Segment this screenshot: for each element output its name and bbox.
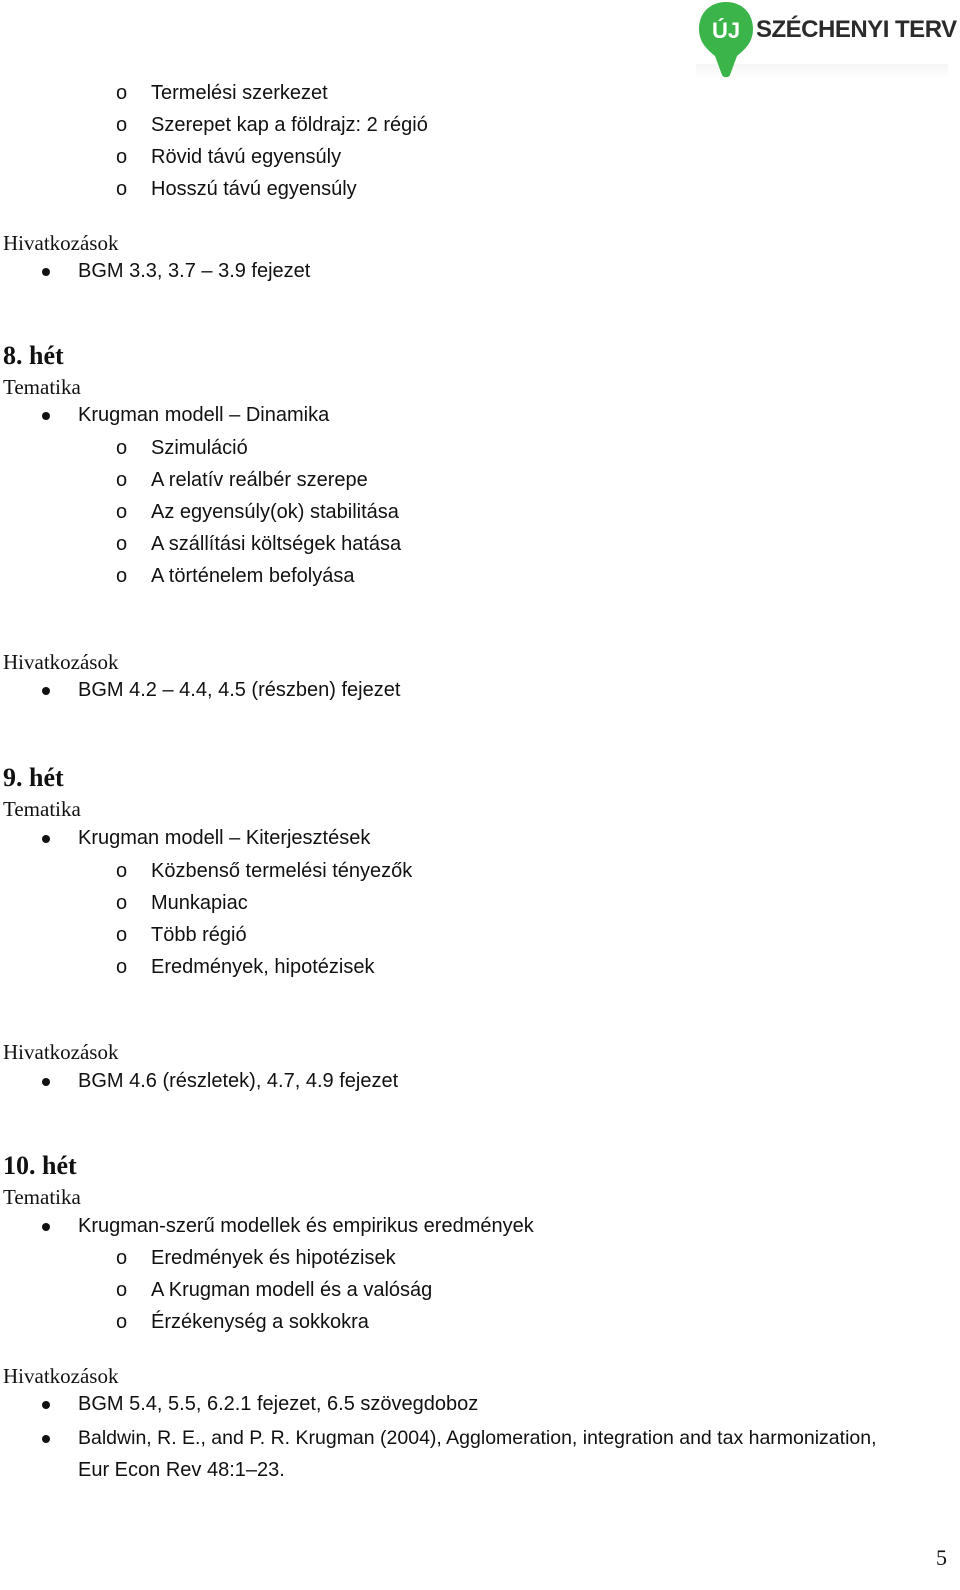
bullet-icon [42, 1078, 50, 1086]
reference-item: BGM 3.3, 3.7 – 3.9 fejezet [78, 260, 311, 282]
topic-main-item: Krugman modell – Dinamika [78, 404, 330, 426]
sub-bullet-marker: o [116, 1279, 128, 1301]
reference-item: Baldwin, R. E., and P. R. Krugman (2004), Agglomeration, integration and tax harmonization, [78, 1427, 877, 1449]
bullet-icon [42, 1435, 50, 1443]
sub-bullet-marker: o [116, 924, 128, 946]
topic-label: Tematika [3, 797, 81, 821]
sub-bullet-marker: o [116, 565, 128, 587]
sub-bullet-marker: o [116, 956, 128, 978]
references-label: Hivatkozások [3, 650, 119, 674]
list-item: Rövid távú egyensúly [151, 146, 342, 168]
uj-szechenyi-terv-logo [694, 0, 957, 84]
topic-sub-item: Szimuláció [151, 437, 248, 459]
reference-item: BGM 4.2 – 4.4, 4.5 (részben) fejezet [78, 679, 401, 701]
bullet-icon [42, 1401, 50, 1409]
references-label: Hivatkozások [3, 1040, 119, 1064]
list-item: Hosszú távú egyensúly [151, 178, 357, 200]
week-heading: 8. hét [3, 341, 64, 370]
sub-bullet-marker: o [116, 533, 128, 555]
sub-bullet-marker: o [116, 178, 128, 200]
topic-sub-item: Eredmények, hipotézisek [151, 956, 375, 978]
sub-bullet-marker: o [116, 114, 128, 136]
topic-label: Tematika [3, 375, 81, 399]
reference-continuation: Eur Econ Rev 48:1–23. [78, 1459, 285, 1481]
list-item: Szerepet kap a földrajz: 2 régió [151, 114, 428, 136]
references-label: Hivatkozások [3, 1364, 119, 1388]
sub-bullet-marker: o [116, 146, 128, 168]
reference-item: BGM 5.4, 5.5, 6.2.1 fejezet, 6.5 szövegdoboz [78, 1393, 479, 1415]
sub-bullet-marker: o [116, 82, 128, 104]
list-item: Termelési szerkezet [151, 82, 328, 104]
topic-sub-item: Eredmények és hipotézisek [151, 1247, 396, 1269]
sub-bullet-marker: o [116, 1247, 128, 1269]
sub-bullet-marker: o [116, 437, 128, 459]
topic-sub-item: Érzékenység a sokkokra [151, 1311, 369, 1333]
sub-bullet-marker: o [116, 860, 128, 882]
logo-badge-text: ÚJ [711, 18, 741, 43]
topic-sub-item: Az egyensúly(ok) stabilitása [151, 501, 399, 523]
sub-bullet-marker: o [116, 892, 128, 914]
bullet-icon [42, 687, 50, 695]
topic-sub-item: A szállítási költségek hatása [151, 533, 402, 555]
topic-sub-item: Munkapiac [151, 892, 248, 914]
sub-bullet-marker: o [116, 469, 128, 491]
week-heading: 9. hét [3, 763, 64, 792]
topic-sub-item: Közbenső termelési tényezők [151, 860, 413, 882]
bullet-icon [42, 268, 50, 276]
topic-sub-item: A relatív reálbér szerepe [151, 469, 368, 491]
sub-bullet-marker: o [116, 1311, 128, 1333]
logo-brand-text: SZÉCHENYI TERV [756, 16, 957, 43]
bullet-icon [42, 1223, 50, 1231]
bullet-icon [42, 835, 50, 843]
sub-bullet-marker: o [116, 501, 128, 523]
topic-main-item: Krugman-szerű modellek és empirikus eredmények [78, 1215, 534, 1237]
topic-main-item: Krugman modell – Kiterjesztések [78, 827, 371, 849]
bullet-icon [42, 412, 50, 420]
page-number: 5 [936, 1545, 947, 1570]
topic-sub-item: A Krugman modell és a valóság [151, 1279, 433, 1301]
topic-sub-item: A történelem befolyása [151, 565, 355, 587]
topic-label: Tematika [3, 1185, 81, 1209]
reference-item: BGM 4.6 (részletek), 4.7, 4.9 fejezet [78, 1070, 399, 1092]
topic-sub-item: Több régió [151, 924, 247, 946]
references-label: Hivatkozások [3, 231, 119, 255]
week-heading: 10. hét [3, 1151, 77, 1180]
logo-badge-icon [696, 0, 756, 80]
